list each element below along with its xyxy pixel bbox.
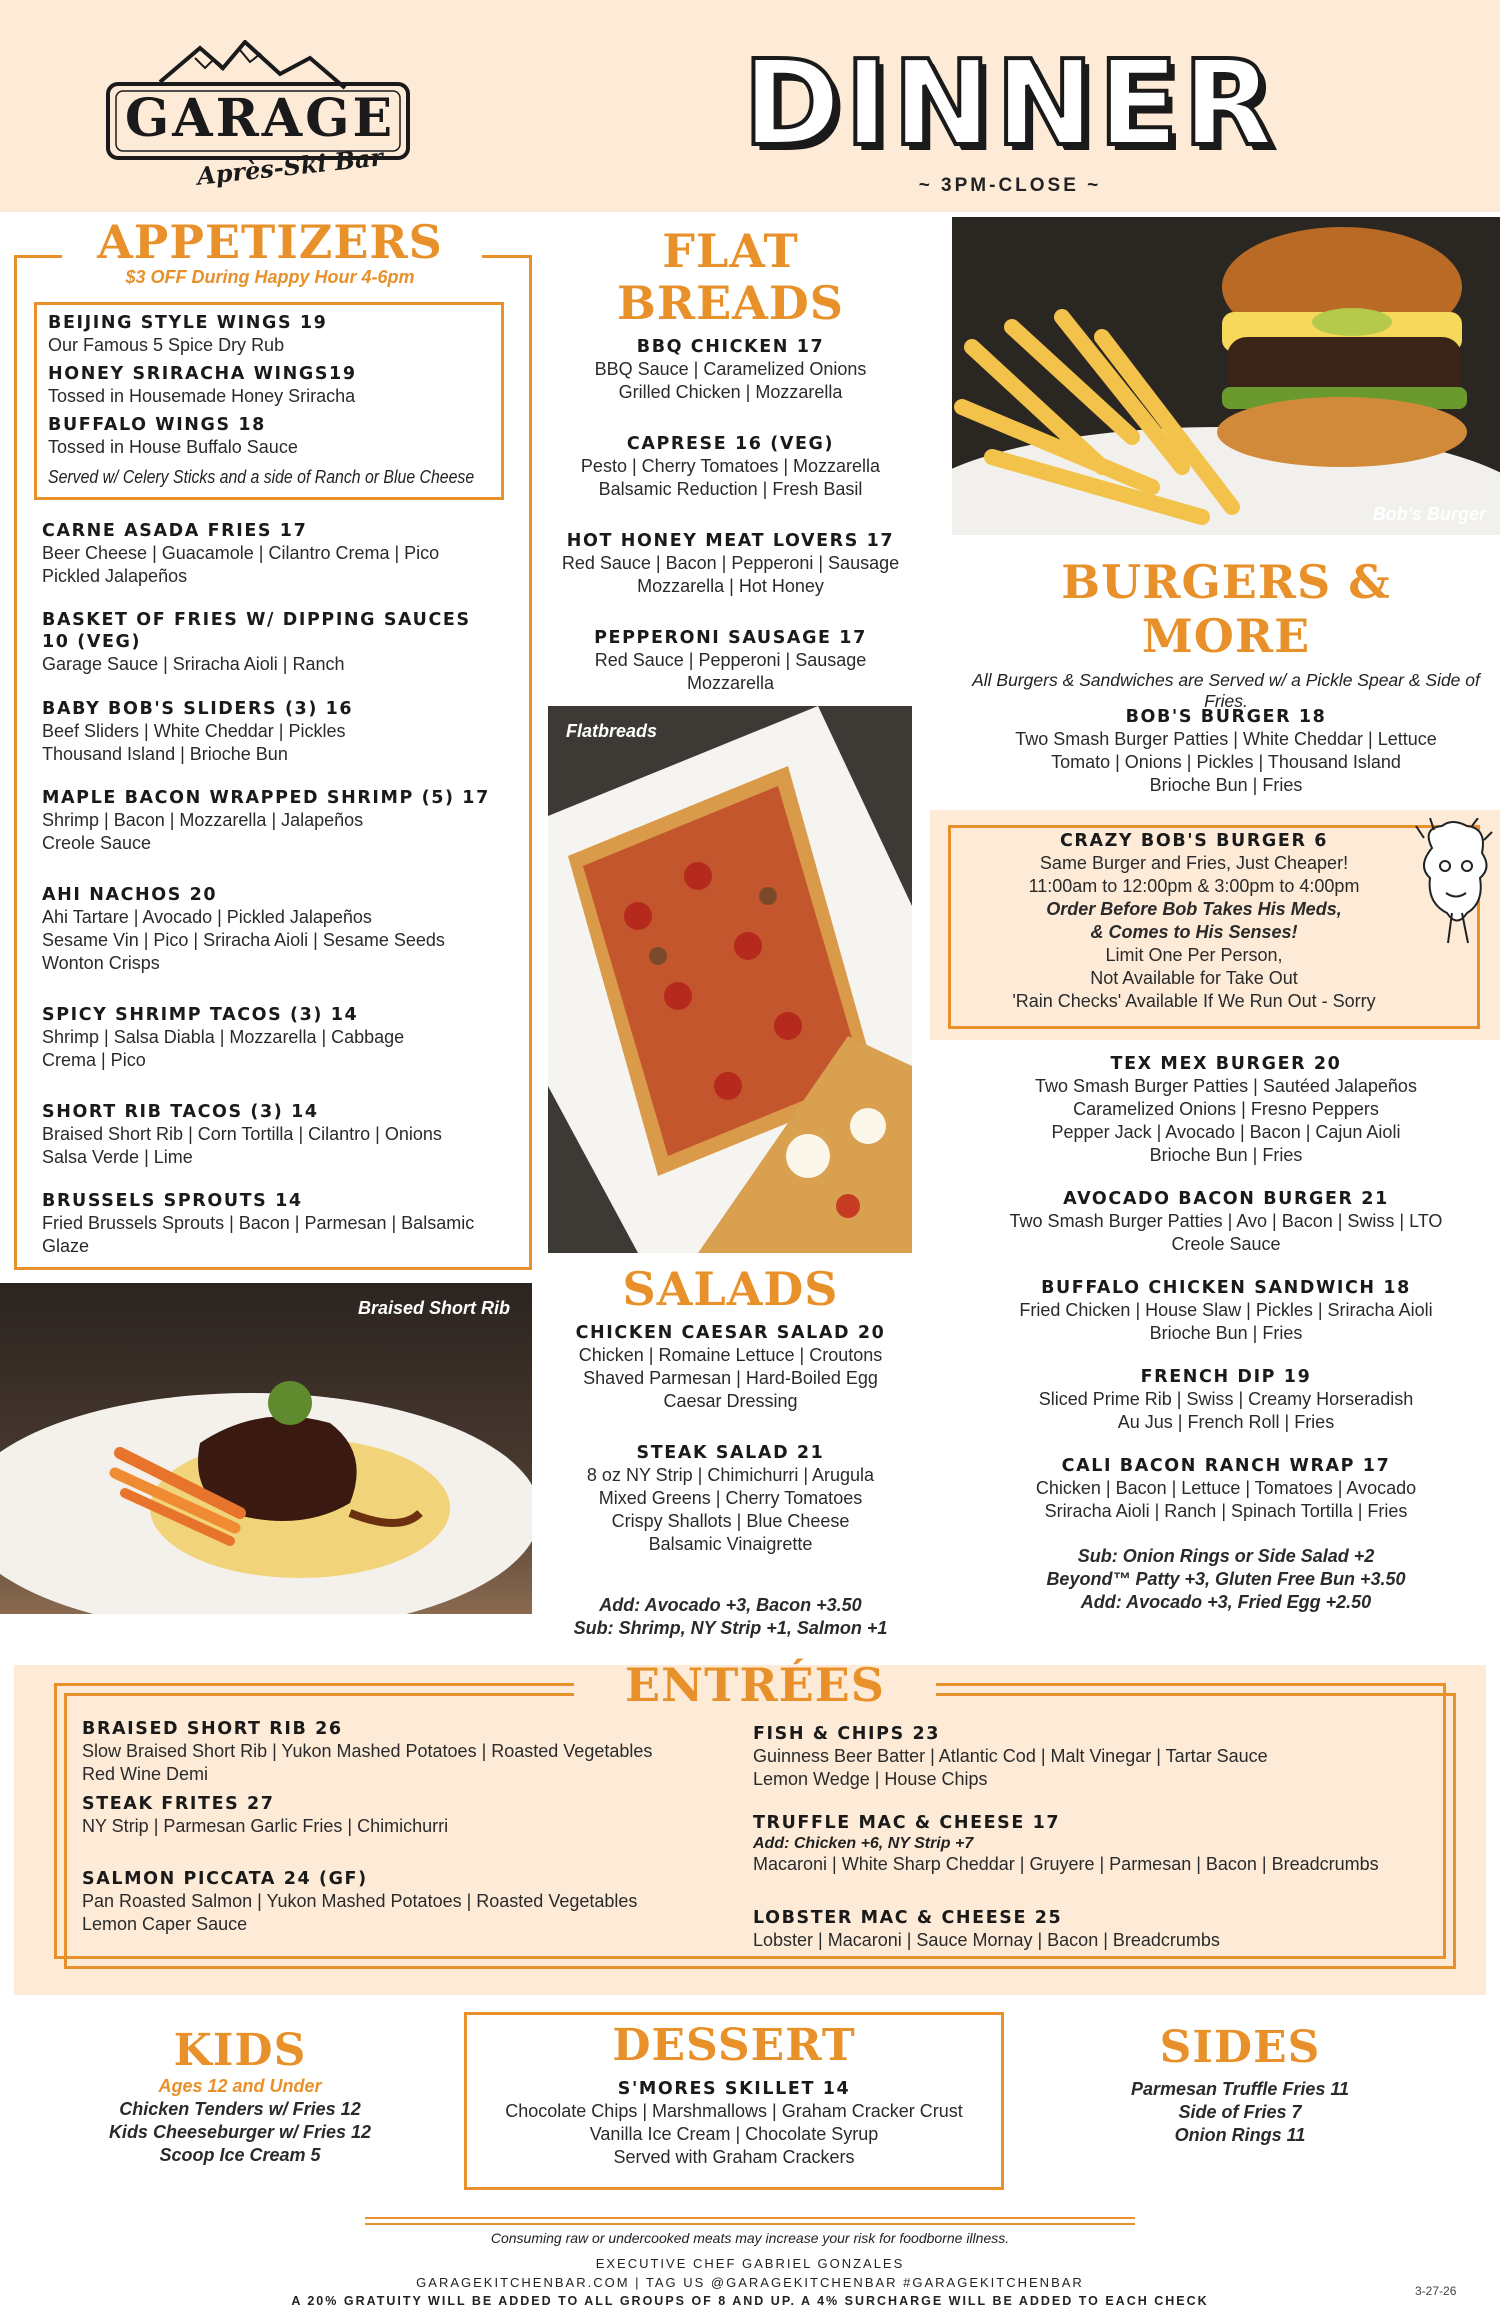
list-item [42, 1004, 522, 1101]
dessert-heading: DESSERT [612, 2020, 856, 2071]
item-name: AHI NACHOS 20 [42, 885, 218, 905]
footer-divider [365, 2217, 1135, 2225]
item-name: BUFFALO WINGS 18 [48, 415, 266, 435]
item-name: CALI BACON RANCH WRAP 17 [1061, 1456, 1391, 1476]
item-desc: Glaze [42, 1236, 90, 1256]
item-name: SALMON PICCATA 24 (GF) [82, 1869, 368, 1889]
burgers-heading-line1: BURGERS & [1061, 555, 1391, 609]
sides-list [1080, 2078, 1400, 2147]
list-item [952, 1277, 1500, 1366]
gratuity-notice: A 20% GRATUITY WILL BE ADDED TO ALL GROUPS OF 8 AND UP. A 4% SURCHARGE WILL BE ADDED TO EACH CHECK [291, 2294, 1209, 2308]
list-item [952, 1366, 1500, 1455]
item-name: MAPLE BACON WRAPPED SHRIMP (5) 17 [42, 788, 490, 808]
wings-list [48, 312, 498, 488]
item-desc: Our Famous 5 Spice Dry Rub [48, 335, 285, 355]
photo-caption: Flatbreads [566, 721, 658, 741]
wings-note: Served w/ Celery Sticks and a side of Ranch or Blue Cheese [48, 467, 475, 487]
list-item [753, 1812, 1433, 1907]
salads-list [548, 1322, 913, 1640]
item-name: PEPPERONI SAUSAGE 17 [594, 628, 867, 648]
flatbread-pizza-icon [548, 706, 912, 1253]
item-desc: Fried Chicken | House Slaw | Pickles | Sriracha Aioli [1019, 1300, 1433, 1320]
item-desc: Pan Roasted Salmon | Yukon Mashed Potatoes | Roasted Vegetables [82, 1891, 638, 1911]
foodborne-warning: Consuming raw or undercooked meats may increase your risk for foodborne illness. [490, 2230, 1010, 2246]
item-desc: Limit One Per Person, [1105, 945, 1283, 965]
item-desc: 'Rain Checks' Available If We Run Out - Sorry [1012, 991, 1376, 1011]
list-item [548, 1322, 913, 1442]
list-item [548, 530, 913, 627]
item-desc: Two Smash Burger Patties | White Cheddar | Lettuce [1015, 729, 1437, 749]
bobs-burger [952, 706, 1500, 797]
kids-list [90, 2075, 390, 2167]
salad-addon: Add: Avocado +3, Bacon +3.50 [599, 1595, 862, 1615]
entrees-frame-line [936, 1693, 1456, 1696]
item-desc: Mozzarella | Hot Honey [637, 576, 824, 596]
item-desc: Garage Sauce | Sriracha Aioli | Ranch [42, 654, 345, 674]
menu-date: 3-27-26 [1415, 2284, 1457, 2298]
kids-subtitle: Ages 12 and Under [158, 2076, 322, 2096]
item-desc: Crema | Pico [42, 1050, 146, 1070]
list-item: Side of Fries 7 [1178, 2102, 1302, 2122]
list-item [42, 884, 522, 1004]
burgers-note: All Burgers & Sandwiches are Served w/ a Pickle Spear & Side of Fries. [972, 670, 1480, 711]
item-desc: Balsamic Reduction | Fresh Basil [598, 479, 863, 499]
sides-heading: SIDES [1159, 2022, 1321, 2073]
item-addon: Add: Chicken +6, NY Strip +7 [753, 1835, 974, 1852]
item-desc: Same Burger and Fries, Just Cheaper! [1039, 853, 1349, 873]
burger-fries-icon [952, 217, 1500, 535]
burgers-heading-line2: MORE [1141, 609, 1311, 663]
crazy-bob-text [948, 830, 1440, 1013]
item-desc: Sliced Prime Rib | Swiss | Creamy Horseradish [1038, 1389, 1414, 1409]
item-desc: 8 oz NY Strip | Chimichurri | Arugula [586, 1465, 875, 1485]
item-desc: Shrimp | Bacon | Mozzarella | Jalapeños [42, 810, 364, 830]
item-desc: Beer Cheese | Guacamole | Cilantro Crema | Pico [42, 543, 440, 563]
entrees-frame-line [54, 1683, 574, 1686]
item-desc: BBQ Sauce | Caramelized Onions [594, 359, 867, 379]
list-item [952, 1188, 1500, 1277]
item-name: BOB'S BURGER 18 [1125, 707, 1327, 727]
list-item [82, 1793, 722, 1868]
item-desc: Fried Brussels Sprouts | Bacon | Parmesan | Balsamic [42, 1213, 475, 1233]
entrees-left [82, 1718, 722, 1936]
item-name: HOT HONEY MEAT LOVERS 17 [566, 531, 895, 551]
item-desc: Lemon Wedge | House Chips [753, 1769, 988, 1789]
list-item: Kids Cheeseburger w/ Fries 12 [108, 2122, 372, 2142]
item-name: FISH & CHIPS 23 [753, 1724, 941, 1744]
list-item: Scoop Ice Cream 5 [159, 2145, 321, 2165]
list-item [548, 1442, 913, 1594]
short-rib-plate-icon [0, 1283, 532, 1614]
item-desc: & Comes to His Senses! [1090, 922, 1298, 942]
item-desc: Chicken | Bacon | Lettuce | Tomatoes | Avocado [1035, 1478, 1417, 1498]
item-desc: 11:00am to 12:00pm & 3:00pm to 4:00pm [1028, 876, 1360, 896]
bob-portrait-icon [1412, 818, 1494, 948]
logo-text: GARAGE [124, 88, 396, 149]
item-desc: Not Available for Take Out [1090, 968, 1298, 988]
item-desc: Shrimp | Salsa Diabla | Mozzarella | Cabbage [42, 1027, 405, 1047]
item-desc: NY Strip | Parmesan Garlic Fries | Chimichurri [82, 1816, 449, 1836]
item-desc: Brioche Bun | Fries [1149, 1323, 1303, 1343]
garage-logo [105, 40, 415, 190]
entrees-frame-line [64, 1693, 574, 1696]
item-name: TEX MEX BURGER 20 [1110, 1054, 1342, 1074]
short-rib-photo [0, 1283, 532, 1614]
list-item [548, 336, 913, 433]
flatbreads-heading-line2: BREADS [617, 276, 844, 330]
burgers-heading [952, 555, 1500, 663]
flatbreads-list [548, 336, 913, 695]
item-name: AVOCADO BACON BURGER 21 [1063, 1189, 1389, 1209]
entrees-right [753, 1723, 1433, 1952]
appetizers-frame-top-right [482, 255, 532, 258]
burger-addon: Sub: Onion Rings or Side Salad +2 [1077, 1546, 1375, 1566]
item-name: BEIJING STYLE WINGS 19 [48, 313, 328, 333]
item-desc: Tossed in Housemade Honey Sriracha [48, 386, 356, 406]
chef-credit: EXECUTIVE CHEF GABRIEL GONZALES [595, 2256, 905, 2271]
burger-photo [952, 217, 1500, 535]
item-desc: Pickled Jalapeños [42, 566, 188, 586]
appetizers-heading: APPETIZERS [97, 215, 443, 269]
item-desc: Two Smash Burger Patties | Sautéed Jalapeños [1035, 1076, 1417, 1096]
salads-heading: SALADS [622, 1262, 839, 1316]
item-desc: Creole Sauce [42, 833, 152, 853]
list-item [42, 1190, 522, 1258]
hours: ~ 3PM-CLOSE ~ [918, 175, 1102, 196]
list-item [753, 1907, 1433, 1952]
item-desc: Red Wine Demi [82, 1764, 209, 1784]
item-desc: Balsamic Vinaigrette [648, 1534, 813, 1554]
item-desc: Creole Sauce [1171, 1234, 1281, 1254]
list-item [952, 1053, 1500, 1188]
item-desc: Ahi Tartare | Avocado | Pickled Jalapeños [42, 907, 372, 927]
item-desc: Salsa Verde | Lime [42, 1147, 193, 1167]
item-name: HONEY SRIRACHA WINGS19 [48, 364, 357, 384]
item-name: S'MORES SKILLET 14 [617, 2079, 851, 2099]
list-item: Chicken Tenders w/ Fries 12 [119, 2099, 361, 2119]
item-desc: Tomato | Onions | Pickles | Thousand Island [1051, 752, 1401, 772]
logo-subtitle: Après-Ski Bar [195, 142, 385, 191]
item-desc: Lemon Caper Sauce [82, 1914, 248, 1934]
list-item [82, 1718, 722, 1793]
list-item [42, 698, 522, 787]
kids-heading: KIDS [173, 2025, 307, 2076]
item-desc: Thousand Island | Brioche Bun [42, 744, 288, 764]
item-desc: Mozzarella [686, 673, 775, 693]
item-desc: Caramelized Onions | Fresno Peppers [1073, 1099, 1379, 1119]
website-tag: GARAGEKITCHENBAR.COM | TAG US @GARAGEKITCHENBAR #GARAGEKITCHENBAR [416, 2275, 1084, 2290]
photo-caption: Bob's Burger [1372, 504, 1486, 524]
flatbreads-heading [548, 225, 913, 329]
item-desc: Red Sauce | Pepperoni | Sausage [594, 650, 867, 670]
flatbreads-photo [548, 706, 912, 1253]
item-desc: Macaroni | White Sharp Cheddar | Gruyere | Parmesan | Bacon | Breadcrumbs [753, 1854, 1379, 1874]
item-desc: Pesto | Cherry Tomatoes | Mozzarella [580, 456, 881, 476]
item-desc: Served with Graham Crackers [613, 2147, 855, 2167]
list-item [82, 1868, 722, 1936]
item-desc: Chicken | Romaine Lettuce | Croutons [578, 1345, 883, 1365]
list-item: Onion Rings 11 [1174, 2125, 1306, 2145]
item-desc: Brioche Bun | Fries [1149, 1145, 1303, 1165]
item-desc: Caesar Dressing [663, 1391, 798, 1411]
item-desc: Slow Braised Short Rib | Yukon Mashed Potatoes | Roasted Vegetables [82, 1741, 653, 1761]
burger-addon: Beyond™ Patty +3, Gluten Free Bun +3.50 [1046, 1569, 1406, 1589]
item-name: BUFFALO CHICKEN SANDWICH 18 [1041, 1278, 1411, 1298]
list-item [42, 609, 522, 698]
item-desc: Au Jus | French Roll | Fries [1117, 1412, 1335, 1432]
item-desc: Beef Sliders | White Cheddar | Pickles [42, 721, 346, 741]
item-name: BRUSSELS SPROUTS 14 [42, 1191, 303, 1211]
item-name: 10 (VEG) [42, 632, 142, 652]
appetizers-frame-top-left [14, 255, 62, 258]
entrees-frame-line [936, 1683, 1446, 1686]
item-name: SPICY SHRIMP TACOS (3) 14 [42, 1005, 359, 1025]
item-name: BBQ CHICKEN 17 [636, 337, 825, 357]
item-desc: Order Before Bob Takes His Meds, [1046, 899, 1342, 919]
item-name: CAPRESE 16 (VEG) [626, 434, 835, 454]
item-name: LOBSTER MAC & CHEESE 25 [753, 1908, 1063, 1928]
item-name: BABY BOB'S SLIDERS (3) 16 [42, 699, 354, 719]
list-item [42, 1101, 522, 1190]
item-name: SHORT RIB TACOS (3) 14 [42, 1102, 319, 1122]
item-name: CARNE ASADA FRIES 17 [42, 521, 308, 541]
item-name: FRENCH DIP 19 [1140, 1367, 1312, 1387]
photo-caption: Braised Short Rib [357, 1298, 510, 1318]
item-desc: Pepper Jack | Avocado | Bacon | Cajun Aioli [1051, 1122, 1401, 1142]
item-desc: Brioche Bun | Fries [1149, 775, 1303, 795]
item-desc: Sriracha Aioli | Ranch | Spinach Tortilla | Fries [1044, 1501, 1408, 1521]
appetizers-list [42, 520, 522, 1258]
list-item [952, 1455, 1500, 1545]
list-item [548, 627, 913, 695]
page-title: DINNER [742, 34, 1278, 172]
item-desc: Chocolate Chips | Marshmallows | Graham Cracker Crust [505, 2101, 963, 2121]
list-item: Parmesan Truffle Fries 11 [1130, 2079, 1350, 2099]
burger-addon: Add: Avocado +3, Fried Egg +2.50 [1080, 1592, 1372, 1612]
burgers-list [952, 1053, 1500, 1614]
entrees-heading: ENTRÉES [625, 1658, 885, 1712]
item-name: STEAK FRITES 27 [82, 1794, 275, 1814]
item-desc: Tossed in House Buffalo Sauce [48, 437, 298, 457]
item-desc: Vanilla Ice Cream | Chocolate Syrup [589, 2124, 879, 2144]
item-name: CHICKEN CAESAR SALAD 20 [575, 1323, 886, 1343]
salad-addon: Sub: Shrimp, NY Strip +1, Salmon +1 [573, 1618, 888, 1638]
item-desc: Grilled Chicken | Mozzarella [618, 382, 843, 402]
item-desc: Lobster | Macaroni | Sauce Mornay | Bacon | Breadcrumbs [753, 1930, 1220, 1950]
item-name: BASKET OF FRIES W/ DIPPING SAUCES [42, 610, 471, 630]
list-item [548, 433, 913, 530]
item-desc: Red Sauce | Bacon | Pepperoni | Sausage [561, 553, 900, 573]
item-name: CRAZY BOB'S BURGER 6 [1059, 831, 1328, 851]
item-name: BRAISED SHORT RIB 26 [82, 1719, 343, 1739]
flatbreads-heading-line1: FLAT [662, 224, 799, 278]
list-item [753, 1723, 1433, 1812]
item-name: STEAK SALAD 21 [636, 1443, 825, 1463]
happy-hour-promo: $3 OFF During Happy Hour 4-6pm [125, 267, 415, 287]
list-item [42, 520, 522, 609]
list-item [42, 787, 522, 884]
dessert-item [464, 2078, 1004, 2169]
item-desc: Two Smash Burger Patties | Avo | Bacon | Swiss | LTO [1009, 1211, 1443, 1231]
item-desc: Shaved Parmesan | Hard-Boiled Egg [583, 1368, 878, 1388]
item-desc: Sesame Vin | Pico | Sriracha Aioli | Sesame Seeds [42, 930, 445, 950]
item-desc: Braised Short Rib | Corn Tortilla | Cilantro | Onions [42, 1124, 442, 1144]
item-desc: Guinness Beer Batter | Atlantic Cod | Malt Vinegar | Tartar Sauce [753, 1746, 1268, 1766]
item-desc: Crispy Shallots | Blue Cheese [611, 1511, 850, 1531]
item-desc: Mixed Greens | Cherry Tomatoes [598, 1488, 863, 1508]
item-desc: Wonton Crisps [42, 953, 160, 973]
item-name: TRUFFLE MAC & CHEESE 17 [753, 1813, 1061, 1833]
